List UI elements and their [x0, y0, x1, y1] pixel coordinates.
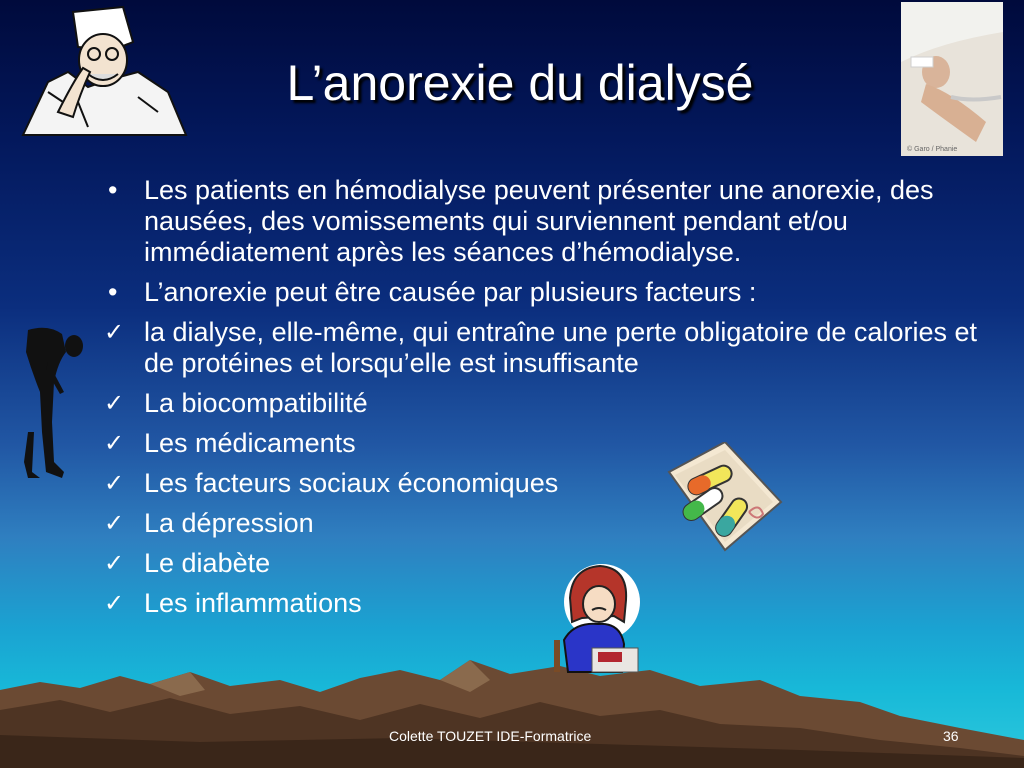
bullet-list [104, 175, 1004, 628]
photo-credit: © Garo / Phanie [907, 146, 958, 153]
check-text: Les médicaments [144, 428, 356, 458]
footer-author: Colette TOUZET IDE-Formatrice [389, 728, 592, 744]
check-item [104, 428, 1004, 459]
check-item [104, 388, 1004, 419]
check-icon: ✓ [104, 318, 125, 346]
check-text: Le diabète [144, 548, 271, 578]
bullet-glyph: • [108, 175, 118, 205]
check-text: la dialyse, elle-même, qui entraîne une perte obligatoire de calories et de protéines et lorsqu’elle est insuffisante [144, 317, 977, 378]
bullet-item [104, 175, 974, 268]
check-icon: ✓ [104, 429, 125, 457]
check-icon: ✓ [104, 389, 125, 417]
bullet-item [104, 277, 1004, 308]
bullet-glyph: • [108, 277, 118, 307]
check-item [104, 548, 1004, 579]
check-text: Les facteurs sociaux économiques [144, 468, 559, 498]
check-icon: ✓ [104, 589, 125, 617]
thinking-doctor-clipart [18, 2, 188, 137]
check-text: La biocompatibilité [144, 388, 368, 418]
mountains-landscape [0, 640, 1024, 768]
check-text: La dépression [144, 508, 314, 538]
check-item [104, 317, 1004, 379]
patient-photo [901, 2, 1003, 156]
check-icon: ✓ [104, 469, 125, 497]
check-item [104, 468, 1004, 499]
tired-person-clipart [18, 322, 84, 482]
check-item [104, 588, 1004, 619]
bullet-text: Les patients en hémodialyse peuvent présenter une anorexie, des nausées, des vomissements qui surviennent pendant et/ou immédiatement après les séances d’hémodialyse. [144, 175, 934, 267]
check-icon: ✓ [104, 509, 125, 537]
check-icon: ✓ [104, 549, 125, 577]
bullet-text: L’anorexie peut être causée par plusieurs facteurs : [144, 277, 757, 307]
check-text: Les inflammations [144, 588, 362, 618]
slide-title: L’anorexie du dialysé [286, 55, 754, 111]
check-item [104, 508, 1004, 539]
page-number: 36 [943, 728, 959, 744]
